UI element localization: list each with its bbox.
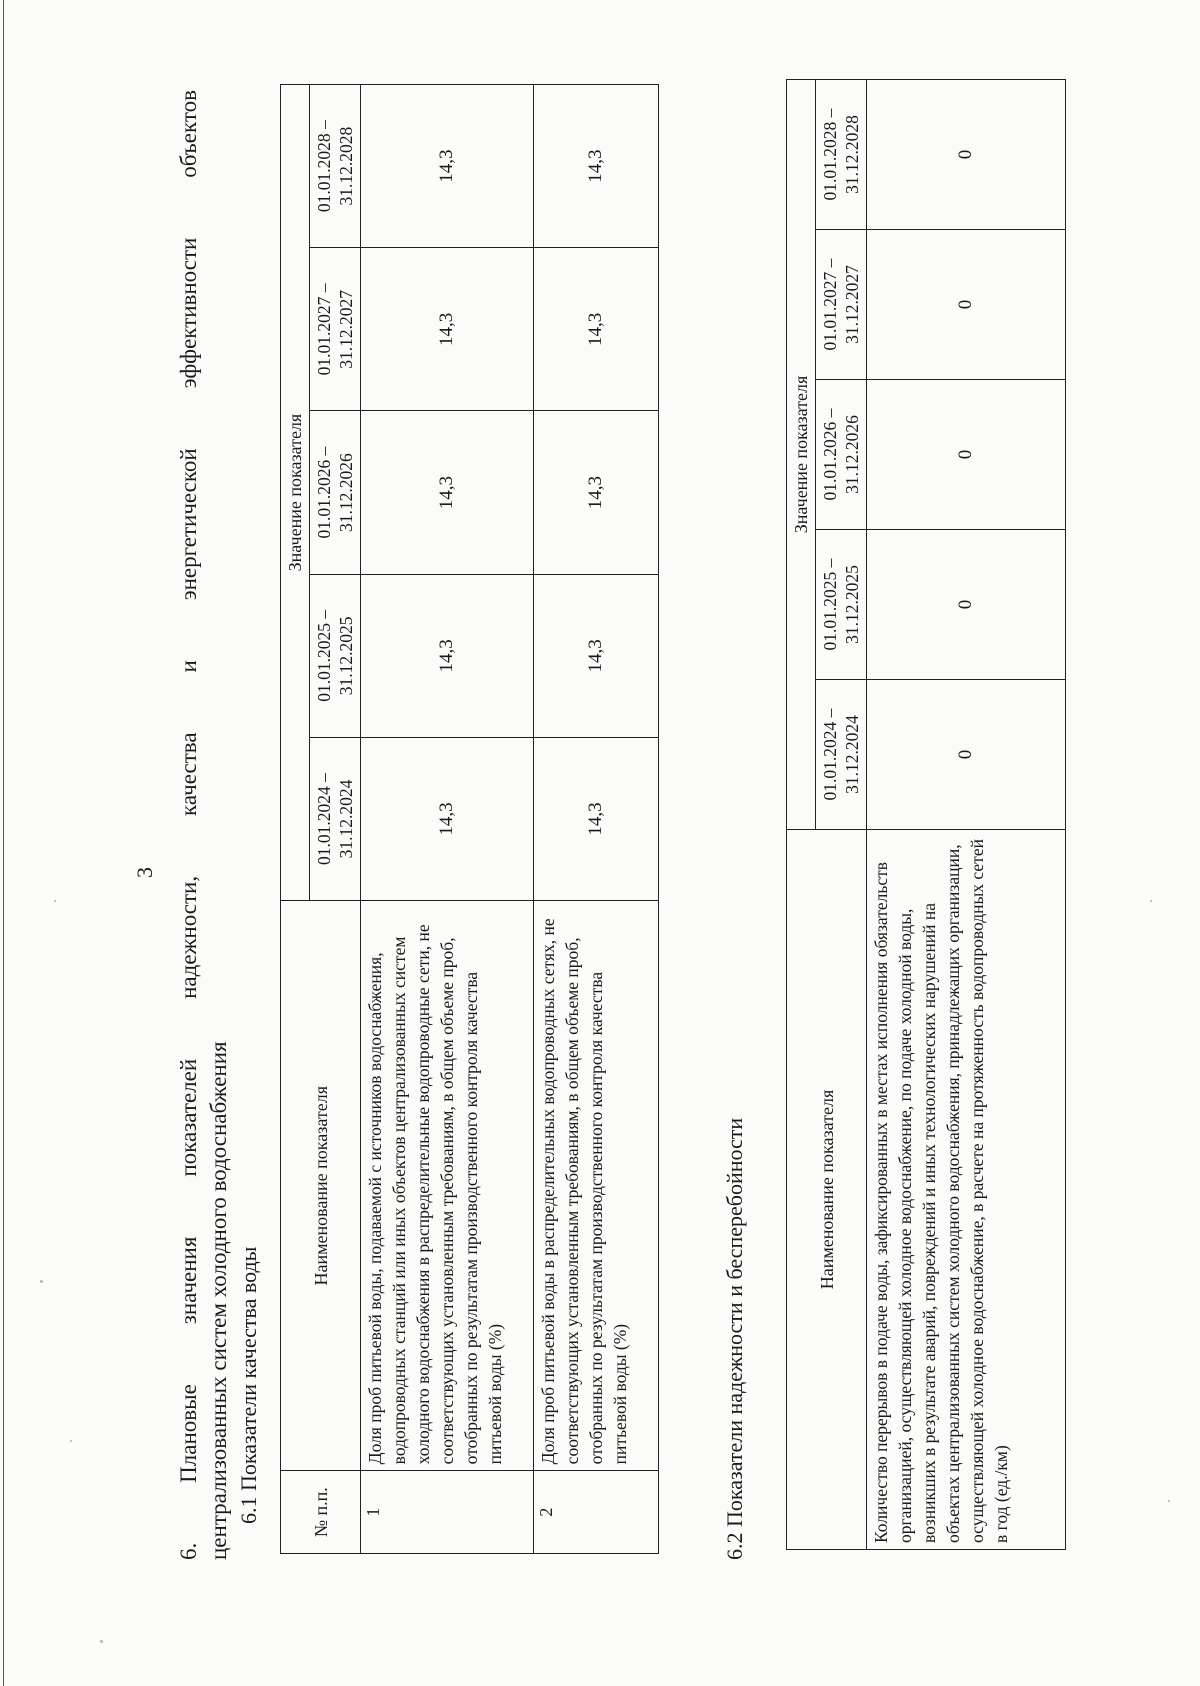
heading-word: значения bbox=[176, 1236, 201, 1325]
indicator-value: 14,3 bbox=[361, 737, 534, 900]
period-2025: 01.01.2025 – 31.12.2025 bbox=[816, 530, 867, 680]
heading-word: показателей bbox=[176, 1058, 201, 1177]
table-row bbox=[361, 85, 534, 1554]
table-header-row bbox=[787, 79, 816, 1549]
indicator-name: Доля проб питьевой воды, подаваемой с источников водоснабжения, водопроводных станций или иных объектов централизованных систем холодного водоснабжения в распределительные водопроводные сети, не соответствующих установленным требованиям, в общем объеме проб, отобранных по результатам производственного контроля качества питьевой воды (%) bbox=[361, 901, 534, 1471]
page-number: 3 bbox=[132, 867, 157, 878]
indicator-name: Количество перерывов в подаче воды, зафиксированных в местах исполнения обязательств организацией, осуществляющей холодное водоснабжение, по подаче холодной воды, возникших в результате аварий, повреждений и иных технологических нарушений на объектах централизованных систем холодного водоснабжения, принадлежащих организации, осуществляющей холодное водоснабжение, в расчете на протяженность водопроводных сетей в год (ед./км) bbox=[867, 830, 1066, 1550]
row-number: 1 bbox=[361, 1471, 534, 1554]
header-indicator-name: Наименование показателя bbox=[787, 830, 867, 1550]
indicator-value: 14,3 bbox=[534, 248, 659, 411]
indicator-name: Доля проб питьевой воды в распределительных водопроводных сетях, не соответствующих установленным требованиям, в общем объеме проб, отобранных по результатам производственного контроля качества питьевой воды (%) bbox=[534, 901, 659, 1471]
indicator-value: 0 bbox=[867, 680, 1066, 830]
heading-word: объектов bbox=[176, 90, 201, 178]
period-2028: 01.01.2028 – 31.12.2028 bbox=[310, 85, 361, 248]
indicator-value: 14,3 bbox=[361, 574, 534, 737]
indicator-value: 14,3 bbox=[361, 248, 534, 411]
row-number: 2 bbox=[534, 1471, 659, 1554]
header-indicator-name: Наименование показателя bbox=[281, 901, 361, 1471]
table-row bbox=[534, 85, 659, 1554]
table-header-row bbox=[281, 85, 310, 1554]
heading-word: качества bbox=[176, 732, 201, 816]
heading-word: 6. bbox=[176, 1542, 201, 1560]
header-indicator-value: Значение показателя bbox=[281, 85, 310, 901]
indicator-value: 0 bbox=[867, 530, 1066, 680]
heading-word: энергетической bbox=[176, 448, 201, 601]
indicator-value: 14,3 bbox=[361, 411, 534, 574]
period-2026: 01.01.2026 – 31.12.2026 bbox=[816, 380, 867, 530]
heading-word: надежности, bbox=[176, 875, 201, 999]
period-2028: 01.01.2028 – 31.12.2028 bbox=[816, 79, 867, 229]
period-2026: 01.01.2026 – 31.12.2026 bbox=[310, 411, 361, 574]
period-2027: 01.01.2027 – 31.12.2027 bbox=[310, 248, 361, 411]
reliability-table bbox=[786, 79, 1066, 1550]
table-row bbox=[867, 79, 1066, 1549]
indicator-value: 14,3 bbox=[361, 85, 534, 248]
indicator-value: 14,3 bbox=[534, 737, 659, 900]
heading-word: и bbox=[176, 660, 201, 673]
heading-word: Плановые bbox=[176, 1384, 201, 1483]
subsection-title-quality: 6.1 Показатели качества воды bbox=[236, 1246, 261, 1524]
indicator-value: 0 bbox=[867, 380, 1066, 530]
period-2025: 01.01.2025 – 31.12.2025 bbox=[310, 574, 361, 737]
indicator-value: 14,3 bbox=[534, 574, 659, 737]
indicator-value: 14,3 bbox=[534, 411, 659, 574]
indicator-value: 14,3 bbox=[534, 85, 659, 248]
header-indicator-value: Значение показателя bbox=[787, 79, 816, 829]
water-quality-table bbox=[280, 84, 659, 1554]
header-number: № п.п. bbox=[281, 1471, 361, 1554]
heading-line-1 bbox=[174, 90, 204, 1560]
subsection-title-reliability: 6.2 Показатели надежности и бесперебойности bbox=[722, 1117, 747, 1560]
indicator-value: 0 bbox=[867, 79, 1066, 229]
heading-word: эффективности bbox=[176, 237, 201, 389]
period-2027: 01.01.2027 – 31.12.2027 bbox=[816, 230, 867, 380]
period-2024: 01.01.2024 – 31.12.2024 bbox=[310, 737, 361, 900]
period-2024: 01.01.2024 – 31.12.2024 bbox=[816, 680, 867, 830]
section-heading bbox=[174, 90, 234, 1560]
heading-line-2: централизованных систем холодного водоснабжения bbox=[206, 1041, 231, 1560]
indicator-value: 0 bbox=[867, 230, 1066, 380]
